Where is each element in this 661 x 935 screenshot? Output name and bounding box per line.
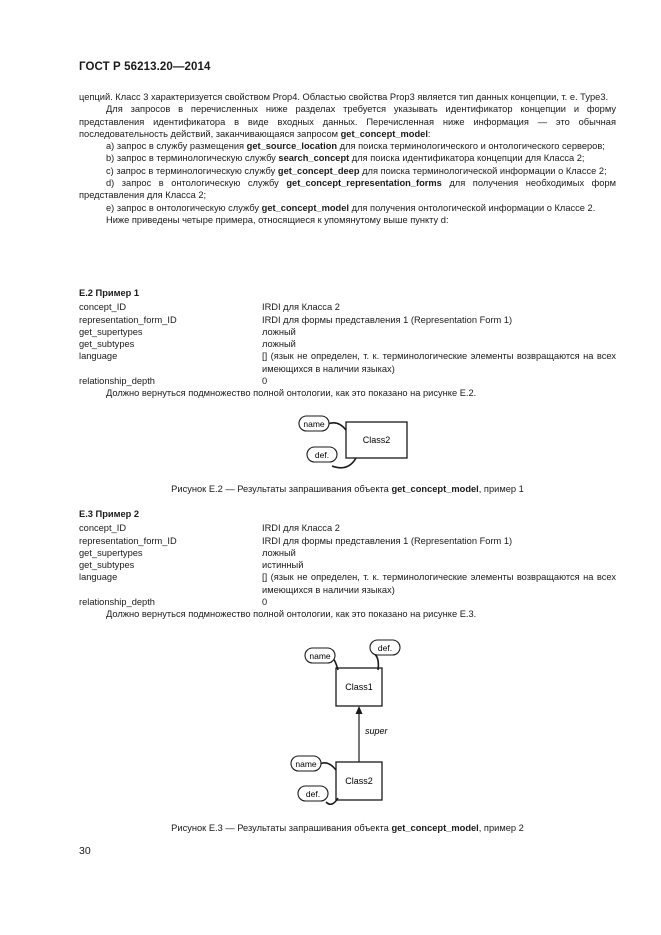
method-name: get_source_location (246, 141, 338, 152)
param-row: concept_ID IRDI для Класса 2 (79, 302, 340, 313)
arrowhead-icon (356, 706, 363, 714)
method-name: get_concept_representation_forms (286, 178, 442, 189)
method-name: get_concept_model (261, 202, 349, 213)
section-heading: Е.2 Пример 1 (79, 288, 140, 298)
param-row: language [] (язык не определен, т. к. терминологические элементы возвращаются на всех имеющихся в наличии языках) (79, 572, 616, 595)
name-edge (320, 763, 336, 770)
intro-paragraph-1: цепций. Класс 3 характеризуется свойством Prop4. Областью свойства Prop3 является тип данных концепции, т. е. Type3. (79, 92, 609, 102)
name-label: name (295, 759, 317, 769)
param-row: concept_ID IRDI для Класса 2 (79, 523, 340, 534)
param-row: language [] (язык не определен, т. к. терминологические элементы возвращаются на всех имеющихся в наличии языках) (79, 351, 616, 374)
intro-paragraph-3: Ниже приведены четыре примера, относящиеся к упомянутому выше пункту d: (106, 214, 449, 225)
list-item-d: d) запрос в онтологическую службу get_concept_representation_forms для получения необходимых форм представления для Класса 2; (79, 178, 616, 201)
list-item-b: b) запрос в терминологическую службу search_concept для поиска идентификатора концепции для Класса 2; (106, 153, 585, 164)
class2-label: Class2 (345, 776, 373, 786)
param-row: representation_form_ID IRDI для формы представления 1 (Representation Form 1) (79, 314, 513, 325)
name-label: name (309, 651, 331, 661)
param-row: get_subtypes ложный (79, 339, 296, 350)
class1-label: Class1 (345, 682, 373, 692)
result-note: Должно вернуться подмножество полной онтологии, как это показано на рисунке Е.2. (106, 388, 477, 399)
def-label: def. (314, 450, 330, 460)
name-edge (328, 423, 346, 430)
intro-block (79, 91, 616, 226)
intro-paragraph-2: Для запросов в перечисленных ниже разделах требуется указывать идентификатор концепции и форму представления идентификатора в виде входных данных. Перечисленная ниже информация — это обычная последовательность действий, заканчивающаяся запросом get_concept_model: (79, 104, 616, 139)
list-item-a: а) запрос в службу размещения get_source_location для поиска терминологического и онтологического серверов; (106, 141, 605, 152)
method-name: search_concept (278, 153, 350, 164)
figure-e3-diagram (288, 632, 418, 814)
standard-header: ГОСТ Р 56213.20—2014 (79, 61, 211, 73)
param-row: relationship_depth 0 (79, 597, 268, 608)
def-label: def. (305, 789, 321, 799)
name-label: name (303, 419, 325, 429)
param-row: relationship_depth 0 (79, 376, 268, 387)
param-row: get_supertypes ложный (79, 326, 296, 337)
result-note: Должно вернуться подмножество полной онтологии, как это показано на рисунке Е.3. (106, 609, 477, 620)
example-2-block (79, 508, 616, 621)
param-row: representation_form_ID IRDI для формы представления 1 (Representation Form 1) (79, 535, 513, 546)
section-heading: Е.3 Пример 2 (79, 509, 140, 519)
method-name: get_concept_model (340, 128, 428, 139)
super-label: super (365, 726, 388, 736)
figure-e2-diagram (290, 412, 420, 477)
page-number: 30 (79, 845, 91, 857)
figure-e3-caption: Рисунок Е.3 — Результаты запрашивания объекта get_concept_model, пример 2 (171, 823, 524, 833)
def-label: def. (377, 643, 393, 653)
list-item-c: c) запрос в терминологическую службу get_concept_deep для поиска терминологической информации о Классе 2; (106, 165, 607, 176)
param-row: get_subtypes истинный (79, 560, 304, 571)
example-1-block (79, 287, 616, 400)
param-row: get_supertypes ложный (79, 547, 296, 558)
figure-e2-caption: Рисунок Е.2 — Результаты запрашивания объекта get_concept_model, пример 1 (171, 484, 524, 494)
class-label: Class2 (362, 435, 391, 445)
method-name: get_concept_deep (277, 165, 360, 176)
list-item-e: e) запрос в онтологическую службу get_concept_model для получения онтологической информации о Классе 2. (106, 202, 596, 213)
